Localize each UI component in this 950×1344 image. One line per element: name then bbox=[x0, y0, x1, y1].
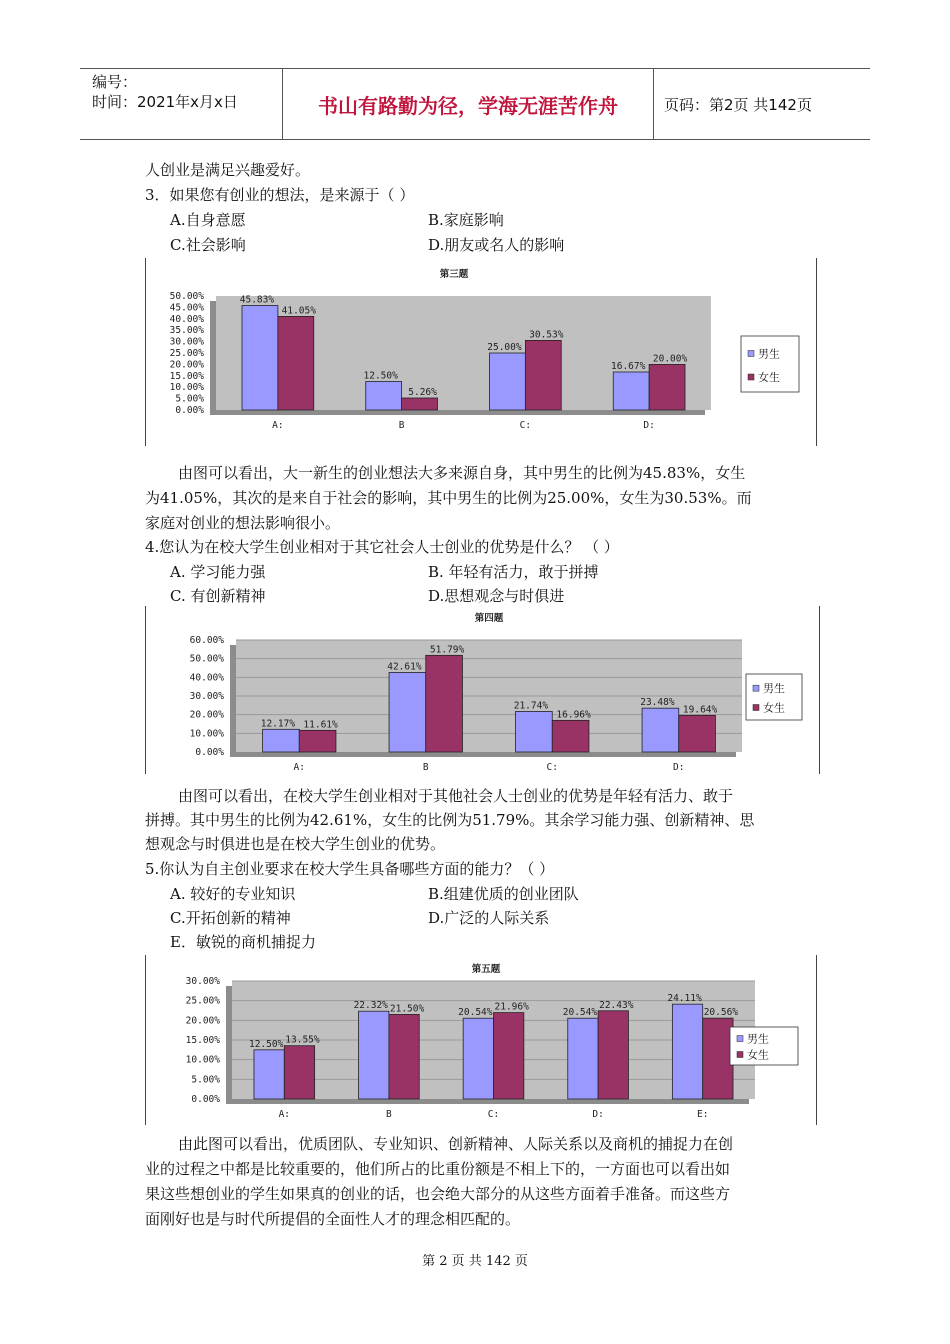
chart4-bar-female bbox=[299, 730, 336, 752]
chart5-ytick-label: 10.00% bbox=[185, 1054, 220, 1066]
chart5-data-label: 22.43% bbox=[599, 999, 634, 1011]
chart3-bar-female bbox=[402, 398, 438, 410]
chart3-bar-female bbox=[525, 340, 561, 410]
chart4-xtick-label: D: bbox=[673, 762, 685, 773]
page-footer: 第 2 页 共 142 页 bbox=[422, 1254, 528, 1269]
chart4-legend-label: 女生 bbox=[763, 701, 785, 715]
chart5-data-label: 20.56% bbox=[703, 1007, 739, 1019]
chart-q3 bbox=[145, 258, 817, 446]
chart-q3-svg bbox=[146, 258, 816, 446]
q5-option-d: D.广泛的人际关系 bbox=[428, 909, 550, 927]
chart5-bar-female bbox=[389, 1014, 419, 1099]
chart5-bar-female bbox=[703, 1018, 733, 1099]
chart3-legend-label: 女生 bbox=[758, 371, 780, 384]
analysis-q4-line-3: 想观念与时俱进也是在校大学生创业的优势。 bbox=[145, 835, 446, 853]
chart3-data-label: 25.00% bbox=[487, 342, 522, 353]
number-label: 编号： bbox=[92, 73, 138, 91]
chart5-data-label: 20.54% bbox=[458, 1007, 493, 1019]
chart3-data-label: 20.00% bbox=[652, 353, 688, 365]
chart3-ytick-label: 5.00% bbox=[175, 393, 204, 405]
analysis-q3-line-2: 为41.05%，其次的是来自于社会的影响，其中男生的比例为25.00%，女生为30.53%。而 bbox=[145, 489, 752, 507]
chart4-bar-male bbox=[642, 708, 679, 752]
chart4-bar-female bbox=[552, 720, 589, 752]
chart3-ytick-label: 35.00% bbox=[169, 325, 204, 337]
chart-q4-svg bbox=[146, 606, 819, 774]
q4-option-b: B. 年轻有活力，敢于拼搏 bbox=[428, 563, 599, 581]
header-page-label: 页码：第2页 共142页 bbox=[664, 95, 812, 114]
chart3-ytick-label: 45.00% bbox=[169, 302, 204, 314]
q3-option-c: C.社会影响 bbox=[170, 236, 246, 254]
chart3-legend-swatch-female bbox=[748, 374, 754, 380]
chart3-data-label: 41.05% bbox=[281, 305, 316, 317]
chart3-xtick-label: A: bbox=[272, 420, 284, 431]
analysis-q4-line-1: 由图可以看出，在校大学生创业相对于其他社会人士创业的优势是年轻有活力、敢于 bbox=[178, 787, 734, 805]
header-motto: 书山有路勤为径，学海无涯苦作舟 bbox=[282, 69, 654, 139]
q5-option-b: B.组建优质的创业团队 bbox=[428, 885, 579, 903]
chart4-ytick-label: 40.00% bbox=[189, 672, 224, 684]
chart3-ytick-label: 40.00% bbox=[169, 313, 204, 325]
chart4-title: 第四题 bbox=[474, 613, 504, 624]
chart5-data-label: 13.55% bbox=[285, 1034, 320, 1046]
question-4: 4.您认为在校大学生创业相对于其它社会人士创业的优势是什么？ （ ） bbox=[145, 538, 619, 556]
chart4-ytick-label: 50.00% bbox=[189, 653, 224, 665]
chart3-title: 第三题 bbox=[439, 269, 469, 280]
chart5-ytick-label: 25.00% bbox=[185, 995, 220, 1007]
chart3-ytick-label: 15.00% bbox=[169, 370, 204, 382]
chart3-data-label: 45.83% bbox=[239, 294, 275, 306]
chart4-data-label: 21.74% bbox=[513, 700, 549, 712]
chart5-bar-female bbox=[494, 1013, 524, 1099]
chart4-legend-swatch-female bbox=[753, 705, 759, 711]
chart4-data-label: 19.64% bbox=[682, 704, 718, 716]
chart3-xtick-label: C: bbox=[519, 420, 532, 431]
analysis-q3-line-1: 由图可以看出，大一新生的创业想法大多来源自身，其中男生的比例为45.83%，女生 bbox=[178, 464, 746, 482]
chart3-bar-female bbox=[278, 316, 314, 410]
chart3-bar-male bbox=[613, 372, 649, 410]
chart4-data-label: 42.61% bbox=[387, 661, 422, 673]
q5-option-e: E．敏锐的商机捕捉力 bbox=[170, 933, 316, 951]
q5-option-c: C.开拓创新的精神 bbox=[170, 909, 291, 927]
chart4-ytick-label: 0.00% bbox=[195, 747, 224, 758]
chart3-bar-female bbox=[649, 364, 685, 410]
chart4-xtick-label: B bbox=[422, 762, 429, 773]
q3-option-a: A.自身意愿 bbox=[170, 211, 246, 229]
chart3-data-label: 12.50% bbox=[363, 370, 398, 382]
chart3-xtick-label: D: bbox=[643, 420, 655, 431]
chart5-legend-label: 男生 bbox=[747, 1032, 769, 1046]
header-meta bbox=[80, 69, 282, 139]
chart-q5-svg bbox=[146, 955, 816, 1125]
chart-q5 bbox=[145, 955, 817, 1125]
chart3-data-label: 16.67% bbox=[611, 360, 646, 372]
time-label: 时间：2021年x月x日 bbox=[92, 93, 238, 111]
chart5-bar-female bbox=[598, 1011, 628, 1099]
chart4-xtick-label: A: bbox=[293, 762, 305, 773]
page-header bbox=[80, 68, 870, 140]
chart3-bar-male bbox=[489, 353, 525, 410]
chart5-data-label: 20.54% bbox=[562, 1007, 598, 1019]
chart3-ytick-label: 25.00% bbox=[169, 348, 204, 359]
chart5-data-label: 12.50% bbox=[248, 1038, 284, 1050]
chart5-data-label: 21.96% bbox=[494, 1001, 529, 1013]
chart5-bar-female bbox=[284, 1046, 314, 1099]
analysis-q3-line-3: 家庭对创业的想法影响很小。 bbox=[145, 514, 341, 532]
analysis-q5-line-1: 由此图可以看出，优质团队、专业知识、创新精神、人际关系以及商机的捕捉力在创 bbox=[178, 1135, 734, 1153]
chart5-title: 第五题 bbox=[471, 964, 501, 975]
chart4-data-label: 23.48% bbox=[640, 697, 675, 709]
chart5-xtick-label: C: bbox=[487, 1109, 500, 1120]
chart4-bar-female bbox=[679, 715, 716, 752]
analysis-q5-line-4: 面刚好也是与时代所提倡的全面性人才的理念相匹配的。 bbox=[145, 1210, 521, 1228]
chart5-data-label: 22.32% bbox=[353, 1000, 388, 1012]
chart4-bar-male bbox=[389, 672, 426, 752]
analysis-q5-line-2: 业的过程之中都是比较重要的，他们所占的比重份额是不相上下的，一方面也可以看出如 bbox=[145, 1160, 731, 1178]
chart4-bar-male bbox=[263, 729, 300, 752]
chart3-legend-swatch-male bbox=[748, 350, 754, 356]
chart4-ytick-label: 60.00% bbox=[189, 635, 224, 646]
analysis-q5-line-3: 果这些想创业的学生如果真的创业的话，也会绝大部分的从这些方面着手准备。而这些方 bbox=[145, 1185, 731, 1203]
q3-option-b: B.家庭影响 bbox=[428, 211, 504, 229]
chart5-legend-swatch-female bbox=[737, 1052, 743, 1058]
chart3-xtick-label: B bbox=[398, 420, 405, 431]
question-5: 5.你认为自主创业要求在校大学生具备哪些方面的能力？（ ） bbox=[145, 860, 555, 878]
chart5-bar-male bbox=[254, 1050, 284, 1099]
chart5-ytick-label: 0.00% bbox=[191, 1094, 220, 1105]
chart3-bar-male bbox=[242, 306, 278, 410]
q4-option-d: D.思想观念与时俱进 bbox=[428, 587, 565, 605]
chart3-ytick-label: 20.00% bbox=[169, 359, 204, 371]
chart5-bar-male bbox=[463, 1018, 493, 1099]
chart3-data-label: 5.26% bbox=[408, 387, 437, 399]
chart4-xtick-label: C: bbox=[546, 762, 558, 773]
q3-option-d: D.朋友或名人的影响 bbox=[428, 236, 565, 254]
intro-line: 人创业是满足兴趣爱好。 bbox=[145, 161, 311, 179]
chart4-data-label: 11.61% bbox=[303, 719, 338, 731]
q4-option-c: C. 有创新精神 bbox=[170, 587, 266, 605]
chart4-bar-male bbox=[516, 711, 553, 752]
chart5-legend-label: 女生 bbox=[747, 1048, 769, 1062]
chart4-data-label: 12.17% bbox=[260, 718, 296, 730]
chart4-ytick-label: 10.00% bbox=[189, 728, 224, 740]
chart5-data-label: 24.11% bbox=[667, 993, 702, 1005]
chart5-xtick-label: A: bbox=[278, 1109, 291, 1120]
q4-option-a: A. 学习能力强 bbox=[170, 563, 266, 581]
chart5-ytick-label: 30.00% bbox=[185, 976, 220, 987]
chart5-xtick-label: B bbox=[386, 1109, 392, 1120]
analysis-q4-line-2: 拼搏。其中男生的比例为42.61%，女生的比例为51.79%。其余学习能力强、创新精神、思 bbox=[145, 811, 755, 829]
chart5-data-label: 21.50% bbox=[389, 1003, 425, 1015]
question-3: 3．如果您有创业的想法，是来源于（ ） bbox=[145, 186, 415, 204]
chart5-bar-male bbox=[359, 1011, 389, 1099]
chart-q4 bbox=[145, 606, 820, 774]
chart3-ytick-label: 50.00% bbox=[169, 291, 204, 302]
chart5-xtick-label: E: bbox=[696, 1109, 709, 1120]
chart4-legend-label: 男生 bbox=[763, 682, 785, 696]
chart4-ytick-label: 30.00% bbox=[189, 691, 224, 702]
q5-option-a: A. 较好的专业知识 bbox=[170, 885, 296, 903]
chart3-ytick-label: 10.00% bbox=[169, 382, 204, 394]
chart4-ytick-label: 20.00% bbox=[189, 709, 224, 721]
chart3-bar-male bbox=[366, 382, 402, 411]
chart3-legend-label: 男生 bbox=[758, 347, 780, 361]
chart3-ytick-label: 30.00% bbox=[169, 336, 204, 348]
chart5-ytick-label: 15.00% bbox=[185, 1035, 220, 1046]
chart5-ytick-label: 20.00% bbox=[185, 1015, 220, 1027]
chart5-bar-male bbox=[568, 1018, 598, 1099]
chart3-data-label: 30.53% bbox=[529, 329, 564, 341]
chart5-ytick-label: 5.00% bbox=[191, 1074, 220, 1086]
chart5-bar-male bbox=[672, 1004, 702, 1099]
chart3-ytick-label: 0.00% bbox=[175, 405, 204, 416]
chart5-xtick-label: D: bbox=[592, 1109, 604, 1120]
chart4-bar-female bbox=[426, 655, 463, 752]
chart4-legend-swatch-male bbox=[753, 685, 759, 691]
chart4-data-label: 16.96% bbox=[556, 709, 591, 721]
chart4-data-label: 51.79% bbox=[429, 644, 465, 656]
chart5-legend-swatch-male bbox=[737, 1036, 743, 1042]
